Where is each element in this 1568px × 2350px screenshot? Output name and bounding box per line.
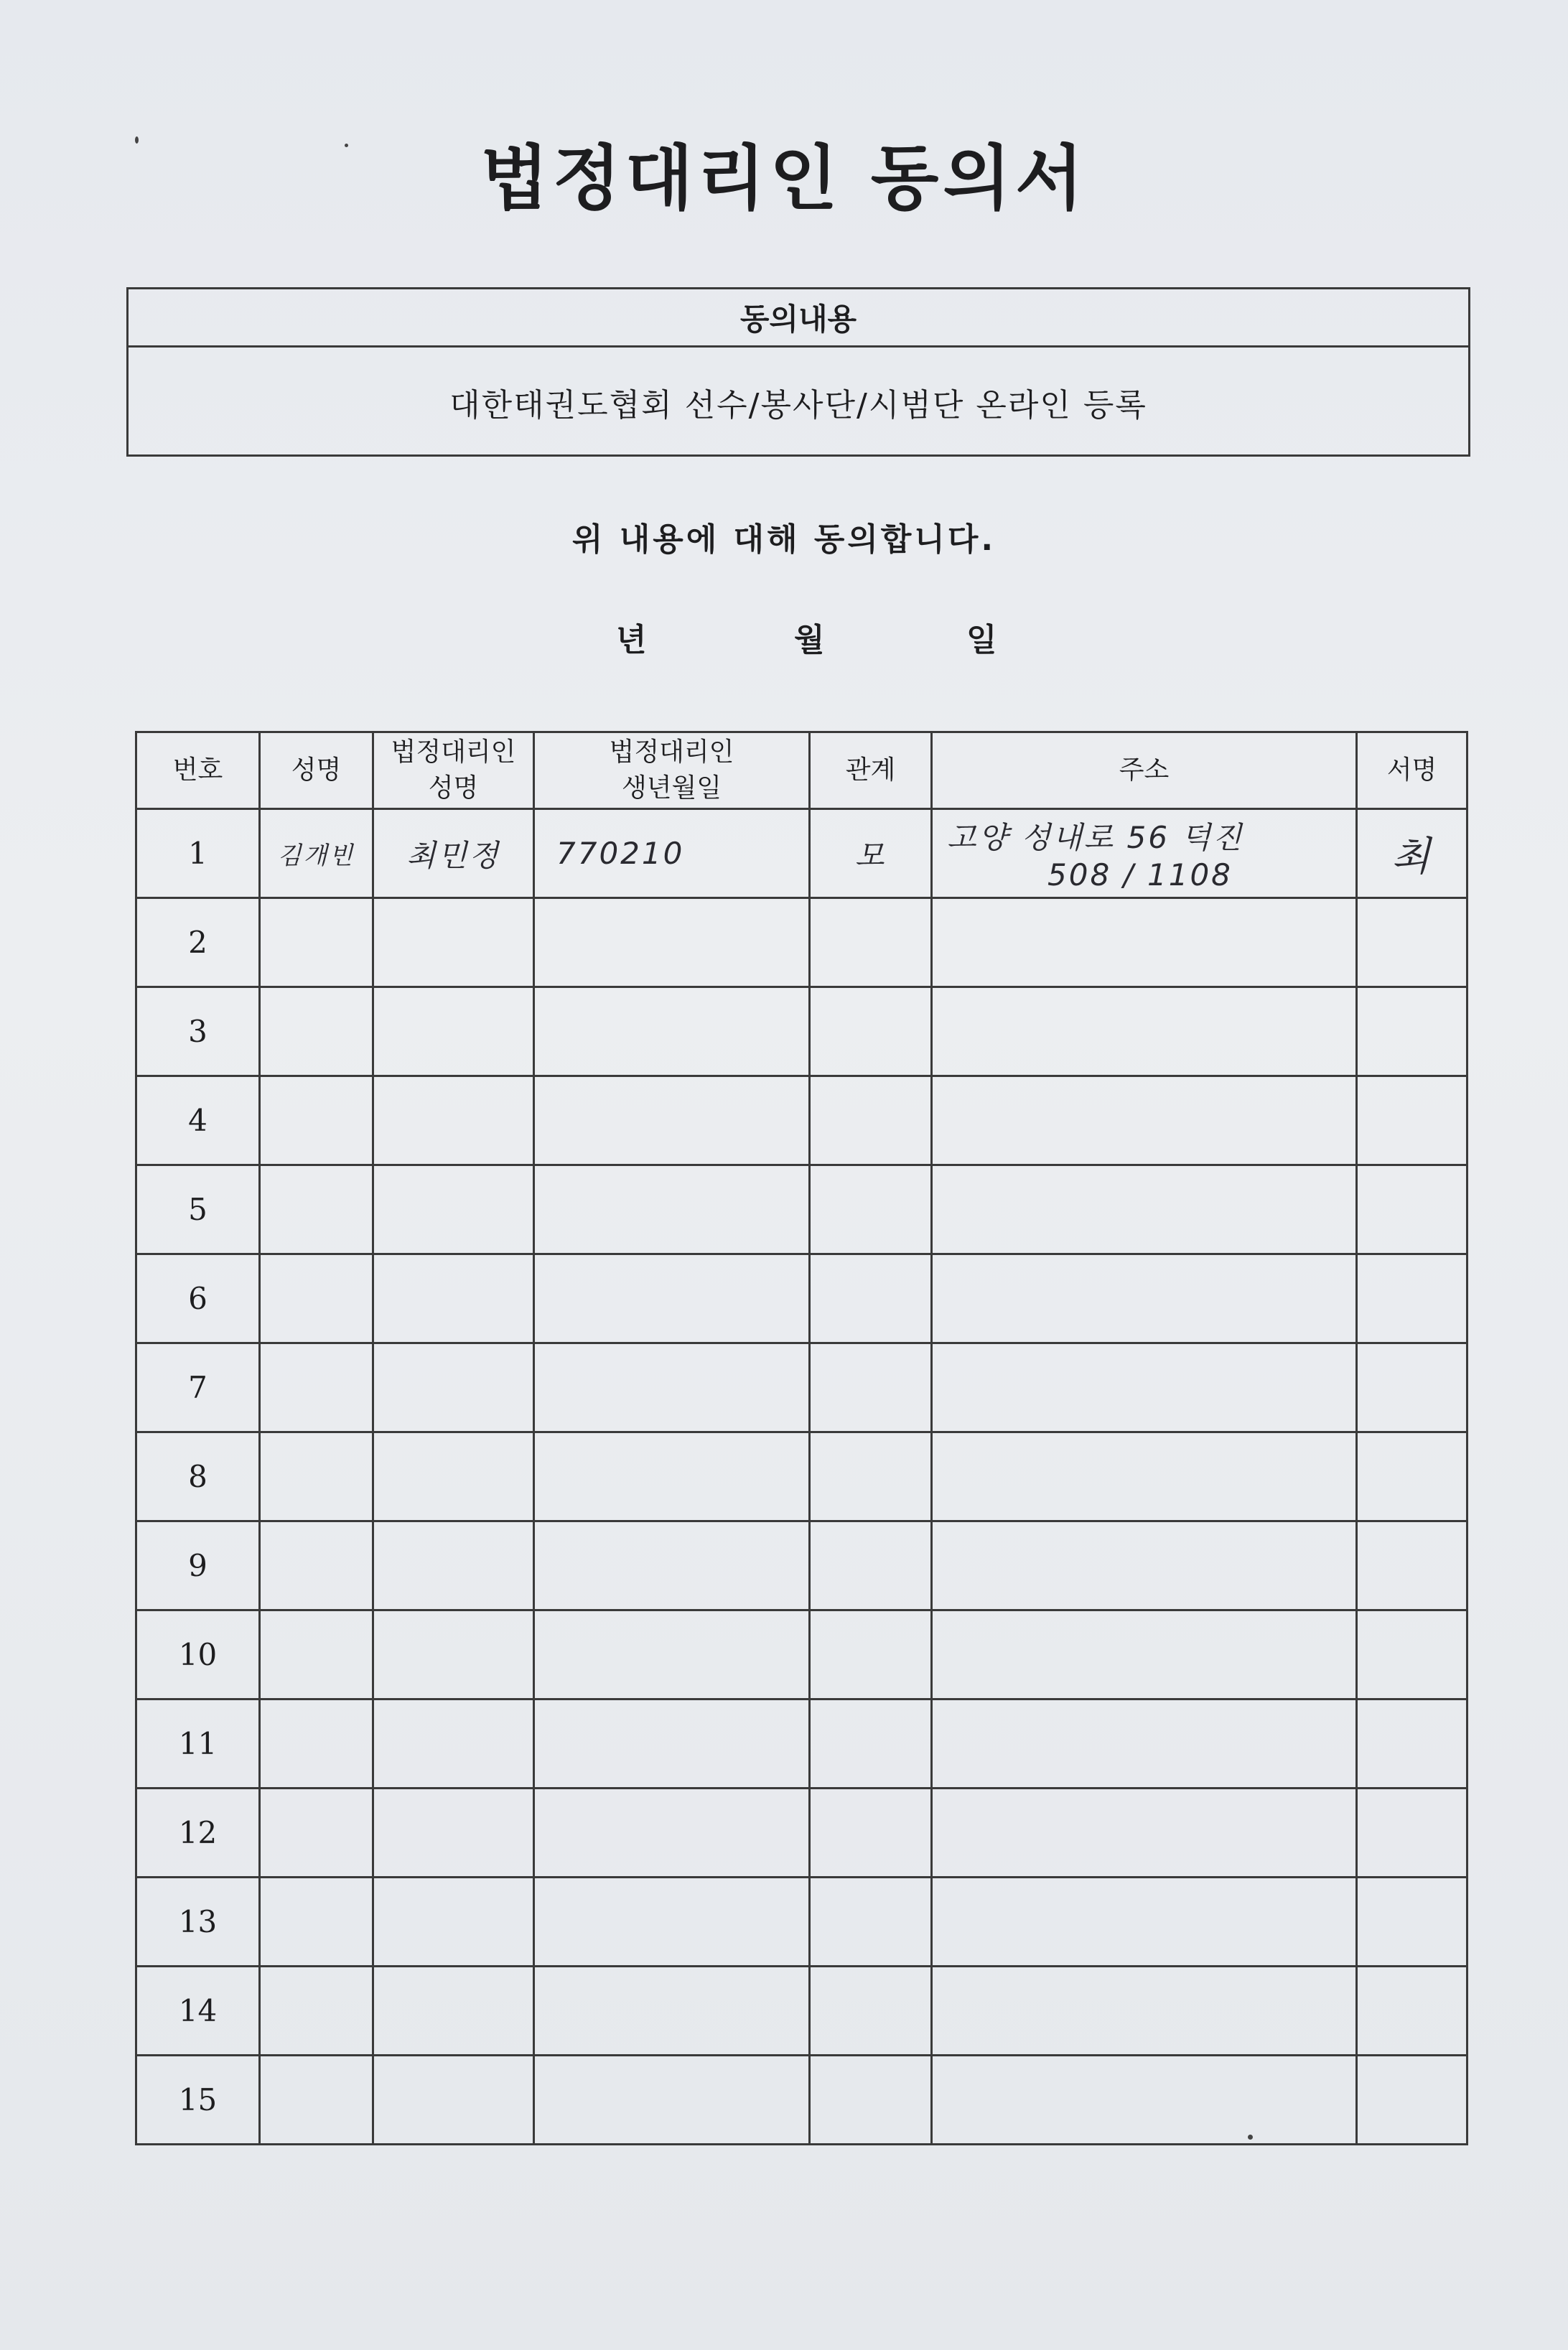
row-name — [260, 1343, 373, 1432]
row-address — [932, 898, 1357, 987]
date-month-label: 월 — [794, 622, 825, 658]
row-address — [932, 1699, 1357, 1789]
row-guardian-name — [373, 1789, 534, 1878]
row-address-line1: 고양 성내로 56 덕진 — [947, 820, 1244, 855]
row-guardian-name — [373, 1343, 534, 1432]
row-guardian-birth — [534, 1878, 810, 1967]
row-name — [260, 1878, 373, 1967]
row-guardian-birth — [534, 1076, 810, 1165]
guardian-table — [135, 731, 1468, 2145]
row-guardian-name — [373, 1967, 534, 2056]
row-address — [932, 1521, 1357, 1610]
row-number: 9 — [136, 1521, 260, 1610]
row-guardian-name — [373, 1878, 534, 1967]
row-name — [260, 1165, 373, 1254]
row-relation — [810, 1789, 932, 1878]
row-relation — [810, 1699, 932, 1789]
row-guardian-name: 최민정 — [373, 809, 534, 898]
table-row — [136, 1967, 1467, 2056]
header-guardian-name-line1: 법정대리인 — [391, 737, 516, 767]
row-address — [932, 2056, 1357, 2145]
row-relation — [810, 898, 932, 987]
table-row — [136, 1610, 1467, 1699]
consent-heading: 동의내용 — [129, 289, 1468, 348]
row-guardian-birth — [534, 1521, 810, 1610]
row-name — [260, 1967, 373, 2056]
row-name: 김개빈 — [260, 809, 373, 898]
table-header-row — [136, 732, 1467, 809]
row-address — [932, 1343, 1357, 1432]
row-address — [932, 809, 1357, 898]
row-relation — [810, 987, 932, 1076]
table-row — [136, 987, 1467, 1076]
row-number: 11 — [136, 1699, 260, 1789]
header-guardian-name-line2: 성명 — [428, 773, 479, 803]
row-number: 14 — [136, 1967, 260, 2056]
table-row — [136, 1432, 1467, 1521]
row-number: 2 — [136, 898, 260, 987]
row-signature — [1357, 1699, 1467, 1789]
row-number: 4 — [136, 1076, 260, 1165]
header-guardian-birth-line2: 생년월일 — [621, 773, 722, 803]
table-row — [136, 1699, 1467, 1789]
row-address — [932, 1165, 1357, 1254]
row-guardian-birth — [534, 1165, 810, 1254]
table-row — [136, 898, 1467, 987]
row-guardian-name — [373, 1610, 534, 1699]
row-relation: 모 — [810, 809, 932, 898]
row-guardian-name — [373, 2056, 534, 2145]
row-signature — [1357, 1076, 1467, 1165]
row-guardian-birth — [534, 1343, 810, 1432]
row-signature — [1357, 1432, 1467, 1521]
row-signature — [1357, 898, 1467, 987]
row-relation — [810, 2056, 932, 2145]
row-guardian-birth — [534, 1967, 810, 2056]
row-signature — [1357, 1967, 1467, 2056]
row-signature — [1357, 1521, 1467, 1610]
agreement-text: 위 내용에 대해 동의합니다. — [571, 521, 997, 558]
row-signature — [1357, 1789, 1467, 1878]
row-address — [932, 1967, 1357, 2056]
row-name — [260, 1521, 373, 1610]
row-relation — [810, 1254, 932, 1343]
row-guardian-name — [373, 1699, 534, 1789]
header-signature: 서명 — [1357, 732, 1467, 809]
row-relation — [810, 1967, 932, 2056]
date-day-label: 일 — [966, 622, 997, 658]
consent-content: 대한태권도협회 선수/봉사단/시범단 온라인 등록 — [449, 387, 1147, 424]
document-title: 법정대리인 동의서 — [480, 138, 1088, 220]
header-no: 번호 — [136, 732, 260, 809]
paper-speck — [135, 136, 139, 144]
row-guardian-birth — [534, 987, 810, 1076]
row-number: 10 — [136, 1610, 260, 1699]
row-guardian-birth — [534, 1789, 810, 1878]
row-name — [260, 2056, 373, 2145]
header-guardian-name — [373, 732, 534, 809]
table-row — [136, 1789, 1467, 1878]
row-signature — [1357, 1254, 1467, 1343]
row-signature — [1357, 1610, 1467, 1699]
row-number: 8 — [136, 1432, 260, 1521]
row-name — [260, 1076, 373, 1165]
row-number: 7 — [136, 1343, 260, 1432]
row-address — [932, 1878, 1357, 1967]
row-number: 5 — [136, 1165, 260, 1254]
row-name — [260, 1432, 373, 1521]
consent-box — [126, 287, 1470, 457]
row-name — [260, 987, 373, 1076]
row-address — [932, 1610, 1357, 1699]
row-guardian-name — [373, 1432, 534, 1521]
header-name: 성명 — [260, 732, 373, 809]
row-address — [932, 1789, 1357, 1878]
row-name — [260, 1699, 373, 1789]
paper-speck — [1248, 2135, 1253, 2140]
header-guardian-birth-line1: 법정대리인 — [609, 737, 734, 767]
row-address — [932, 987, 1357, 1076]
table-row — [136, 1343, 1467, 1432]
row-number: 6 — [136, 1254, 260, 1343]
row-guardian-birth — [534, 2056, 810, 2145]
table-row — [136, 1254, 1467, 1343]
table-row — [136, 1878, 1467, 1967]
row-name — [260, 1254, 373, 1343]
row-name — [260, 1610, 373, 1699]
row-relation — [810, 1432, 932, 1521]
table-row — [136, 1076, 1467, 1165]
date-year-label: 년 — [616, 622, 647, 658]
row-guardian-birth: 770210 — [534, 809, 810, 898]
row-number: 13 — [136, 1878, 260, 1967]
row-number: 12 — [136, 1789, 260, 1878]
row-number: 1 — [136, 809, 260, 898]
header-guardian-birth — [534, 732, 810, 809]
row-signature — [1357, 1165, 1467, 1254]
row-guardian-birth — [534, 1610, 810, 1699]
row-guardian-name — [373, 1165, 534, 1254]
header-relation: 관계 — [810, 732, 932, 809]
row-guardian-name — [373, 1254, 534, 1343]
row-relation — [810, 1076, 932, 1165]
table-row — [136, 2056, 1467, 2145]
row-signature — [1357, 2056, 1467, 2145]
row-address-line2: 508 / 1108 — [1047, 857, 1233, 892]
row-address — [932, 1076, 1357, 1165]
row-guardian-birth — [534, 898, 810, 987]
row-address — [932, 1432, 1357, 1521]
row-signature — [1357, 987, 1467, 1076]
row-guardian-birth — [534, 1699, 810, 1789]
paper-speck — [345, 144, 348, 147]
row-signature — [1357, 1878, 1467, 1967]
row-guardian-name — [373, 898, 534, 987]
row-relation — [810, 1878, 932, 1967]
table-row — [136, 1521, 1467, 1610]
row-guardian-name — [373, 1076, 534, 1165]
row-relation — [810, 1521, 932, 1610]
row-guardian-birth — [534, 1432, 810, 1521]
row-relation — [810, 1610, 932, 1699]
row-name — [260, 1789, 373, 1878]
header-address: 주소 — [932, 732, 1357, 809]
row-address — [932, 1254, 1357, 1343]
row-signature: 최 — [1357, 809, 1467, 898]
row-relation — [810, 1343, 932, 1432]
row-relation — [810, 1165, 932, 1254]
row-number: 3 — [136, 987, 260, 1076]
row-guardian-birth — [534, 1254, 810, 1343]
row-guardian-name — [373, 1521, 534, 1610]
table-row — [136, 1165, 1467, 1254]
table-row — [136, 809, 1467, 898]
row-guardian-name — [373, 987, 534, 1076]
row-name — [260, 898, 373, 987]
row-number: 15 — [136, 2056, 260, 2145]
row-signature — [1357, 1343, 1467, 1432]
